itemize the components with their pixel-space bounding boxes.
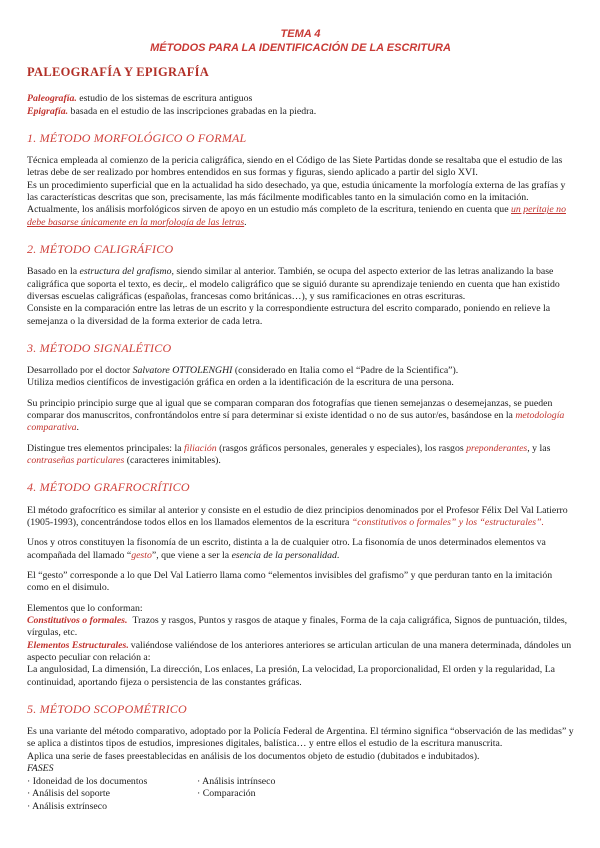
paragraph (27, 365, 574, 377)
paragraph-text: (rasgos gráficos personales, generales y especiales), los rasgos (216, 442, 467, 454)
list-item: · Análisis extrínseco (27, 800, 107, 812)
paragraph-text: Actualmente, los análisis morfológicos sirven de apoyo en un estudio más completo de la escritura, teniendo en cuenta que (27, 204, 511, 216)
paragraph-text: Desarrollado por el doctor (27, 365, 133, 377)
emphasis-italic: esencia de la personalidad (231, 549, 337, 561)
list-item: · Idoneidad de los documentos (27, 775, 148, 787)
epigrafia-term: Epigrafía. (27, 105, 69, 117)
paragraph: Técnica empleada al comienzo de la pericia caligráfica, siendo en el Código de las Siete Partidas donde se resaltaba que el estudio de las letras debe de ser realizado por hombres entendidos en sus formas y figuras, siendo aplicado a partir del siglo XVI. (27, 155, 563, 179)
emphasis-red: filiación (183, 442, 217, 454)
paragraph-text: Basado en la (27, 266, 80, 278)
section-2-heading: 2. MÉTODO CALIGRÁFICO (27, 242, 174, 257)
paragraph-text: (considerado en Italia como el “Padre de la Scientifica”). (232, 365, 459, 377)
list-item: · Comparación (197, 788, 256, 800)
paragraph-text: ”, que viene a ser la (151, 549, 232, 561)
epigrafia-definition (27, 106, 574, 118)
paragraph: La angulosidad, La dimensión, La dirección, Los enlaces, La presión, La velocidad, La proporcionalidad, El orden y la regularidad, La continuidad, aportando fijeza o persistencia de las constantes gráficas. (27, 664, 556, 688)
fases-column-1 (27, 776, 197, 814)
section-5-heading: 5. MÉTODO SCOPOMÉTRICO (27, 702, 187, 717)
paragraph: El “gesto” corresponde a lo que Del Val Latierro llama como “elementos invisibles del grafismo” y que perduran tanto en la imitación como en el disimulo. (27, 569, 553, 594)
paleografia-text: estudio de los sistemas de escritura antiguos (76, 93, 253, 105)
paragraph-text: . (76, 422, 79, 434)
paragraph-text: El método grafocrítico es similar al anterior y consiste en el estudio de diez principios denominados por el Profesor Félix Del Val Latierro (1905-1993), concentrándose todos ellos en los llamados elementos de la escritura (27, 504, 568, 528)
paragraph-text: , y las (527, 442, 551, 454)
document-header (27, 28, 574, 56)
list-item: · Análisis del soporte (27, 788, 110, 800)
fases-list (27, 776, 574, 814)
emphasis-red: gesto (131, 549, 152, 561)
paragraph (27, 204, 574, 229)
paragraph-text: Trazos y rasgos, Puntos y rasgos de ataque y finales, Forma de la caja caligráfica, Signos de puntuación, tildes, vírgulas, etc. (27, 614, 568, 639)
emphasis-red: preponderantes (466, 442, 528, 454)
paragraph-text: . (336, 549, 340, 561)
fases-column-2 (197, 776, 275, 814)
paragraph-text: Su principio principio surge que al igual que se comparan comparan dos fotografías que tienen semejanzas o desemejanzas, se pueden comparar dos manuscritos, confrontándolos entre sí para determinar si existe identidad o no de sus autor/es, basándose en la (27, 397, 553, 422)
paragraph (27, 266, 574, 303)
paragraph-text: Unos y otros constituyen la fisonomía de un escrito, distinta a la de cualquier otro. La fisonomía de unos determinados elementos va acompañada del llamado “ (27, 537, 546, 561)
tema-label: TEMA 4 (280, 28, 321, 40)
paragraph-text: valiéndose valiéndose de los anteriores anteriores se articulan articulan de una manera determinada, dándoles un aspecto peculiar con relación a: (27, 639, 572, 663)
section-4-heading: 4. MÉTODO GRAFROCRÍTICO (27, 480, 190, 495)
paragraph: Consiste en la comparación entre las letras de un escrito y la correspondiente estructura del escrito comparado, poniendo en relieve la semejanza o la diversidad de la forma exterior de cada letra. (27, 303, 551, 327)
fases-label: FASES (27, 763, 54, 775)
epigrafia-text: basada en el estudio de las inscripciones grabadas en la piedra. (68, 105, 317, 117)
paragraph-text: (caracteres inimitables). (124, 455, 221, 467)
emphasis-italic: estructura del grafismo (79, 266, 172, 278)
emphasis-red: metodología comparativa (27, 410, 565, 434)
section-1-heading: 1. MÉTODO MORFOLÓGICO O FORMAL (27, 130, 247, 145)
emphasis-red: contraseñas particulares (27, 455, 125, 467)
red-term: Elementos Estructurales. (27, 639, 129, 651)
author-name: Salvatore OTTOLENGHI (132, 365, 233, 377)
emphasis-red: “constitutivos o formales” y los “estructurales”. (351, 516, 544, 528)
paragraph (27, 640, 574, 665)
document-title: MÉTODOS PARA LA IDENTIFICACIÓN DE LA ESCRITURA (150, 41, 451, 54)
section-3-heading: 3. MÉTODO SIGNALÉTICO (27, 340, 172, 355)
paragraph: Aplica una serie de fases preestablecidas en análisis de los documentos objeto de estudio (dubitados e indubitados). (27, 750, 480, 762)
list-item: · Análisis intrínseco (197, 775, 276, 787)
paragraph: Es una variante del método comparativo, adoptado por la Policía Federal de Argentina. El término significa “observación de las medidas” y se aplica a distintos tipos de estudios, impresiones digitales, balística… y entre ellos el estudio de la escritura manuscrita. (27, 726, 574, 750)
paleografia-definition (27, 93, 574, 105)
intro-heading: PALEOGRAFÍA Y EPIGRAFÍA (27, 64, 210, 79)
paragraph-text: , siendo similar al anterior. También, se ocupa del aspecto exterior de las letras analizando la base caligráfica que soporta el texto, es decir,. el modelo caligráfico que se siguió durante su aprendizaje teniendo en cuenta que han existido diversas escuelas caligráficas (españolas, francesas como británicas…), y sus ramificaciones en otras escrituras. (27, 266, 560, 302)
paragraph-text: . (244, 216, 247, 228)
paragraph (27, 537, 574, 562)
paragraph-text: Distingue tres elementos principales: la (27, 442, 184, 454)
red-term: Constitutivos o formales. (27, 614, 128, 626)
paragraph: Es un procedimiento superficial que en la actualidad ha sido desechado, ya que, estudia únicamente la morfología externa de las grafías y las características descritas que son, precisamente, las más fácilmente modificables tanto en la simulación como en la imitación. (27, 179, 566, 204)
paragraph (27, 615, 574, 640)
paleografia-term: Paleografía. (27, 93, 77, 105)
paragraph (27, 505, 574, 530)
paragraph: Utiliza medios científicos de investigación gráfica en orden a la identificación de la escritura de una persona. (27, 377, 454, 389)
paragraph: Elementos que lo conforman: (27, 602, 143, 614)
emphasis-red-underline: un peritaje no debe basarse únicamente en la morfología de las letras (27, 204, 566, 228)
paragraph (27, 398, 574, 435)
paragraph (27, 443, 574, 468)
